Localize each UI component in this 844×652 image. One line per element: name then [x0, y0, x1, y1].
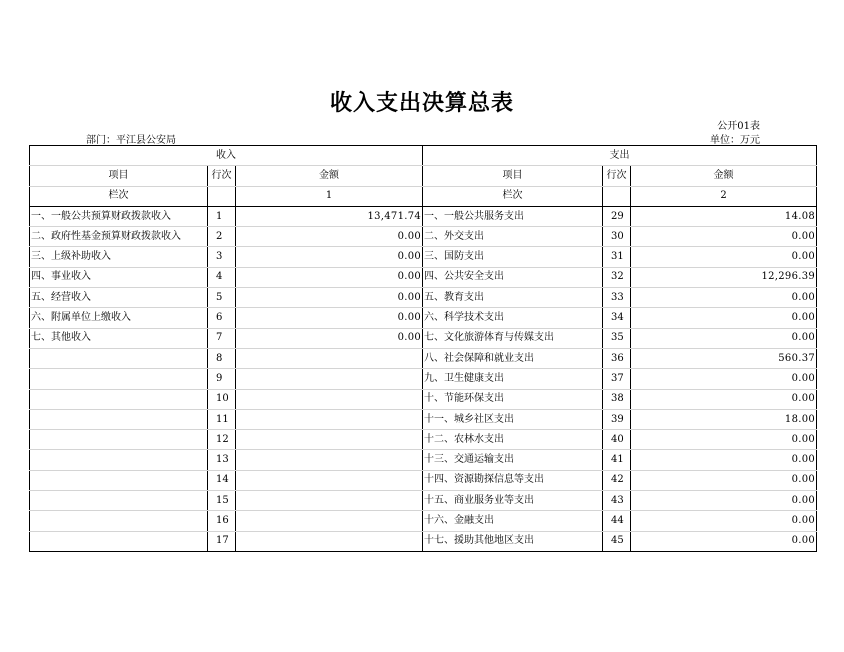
income-item-cell [30, 348, 208, 368]
income-item-cell [30, 531, 208, 551]
expense-item-cell: 十六、金融支出 [423, 511, 603, 531]
income-expense-table [29, 145, 817, 552]
income-item-cell [30, 369, 208, 389]
table-row [30, 531, 817, 551]
income-header: 收入 [30, 146, 423, 166]
income-amount-cell: 0.00 [236, 247, 423, 267]
expense-item-cell: 十七、援助其他地区支出 [423, 531, 603, 551]
expense-amount-cell: 0.00 [631, 450, 817, 470]
expense-amount-cell: 0.00 [631, 247, 817, 267]
expense-row-no-header: 行次 [603, 166, 631, 186]
expense-amount-cell: 12,296.39 [631, 267, 817, 287]
expense-amount-cell: 0.00 [631, 511, 817, 531]
income-item-cell: 三、上级补助收入 [30, 247, 208, 267]
expense-amount-cell: 0.00 [631, 369, 817, 389]
expense-row-no-cell: 44 [603, 511, 631, 531]
expense-amount-cell: 0.00 [631, 288, 817, 308]
table-row [30, 328, 817, 348]
expense-amount-cell: 14.08 [631, 206, 817, 226]
income-amount-cell [236, 470, 423, 490]
income-row-no-cell: 15 [208, 491, 236, 511]
income-row-no-cell: 11 [208, 409, 236, 429]
expense-amount-cell: 0.00 [631, 308, 817, 328]
expense-item-cell: 六、科学技术支出 [423, 308, 603, 328]
income-row-no-cell: 5 [208, 288, 236, 308]
page-title: 收入支出决算总表 [329, 91, 514, 116]
table-row [30, 267, 817, 287]
expense-amount-cell: 0.00 [631, 491, 817, 511]
table-row [30, 470, 817, 490]
income-item-cell [30, 389, 208, 409]
income-amount-cell [236, 409, 423, 429]
expense-row-no-cell: 30 [603, 227, 631, 247]
table-row [30, 369, 817, 389]
income-amount-header: 金额 [236, 166, 423, 186]
income-amount-cell: 13,471.74 [236, 206, 423, 226]
table-row [30, 409, 817, 429]
income-amount-cell [236, 430, 423, 450]
income-row-no-cell: 9 [208, 369, 236, 389]
expense-row-no-cell: 39 [603, 409, 631, 429]
expense-row-no-cell: 37 [603, 369, 631, 389]
table-row [30, 430, 817, 450]
table-row [30, 450, 817, 470]
expense-item-cell: 九、卫生健康支出 [423, 369, 603, 389]
expense-item-cell: 二、外交支出 [423, 227, 603, 247]
income-row-no-cell: 3 [208, 247, 236, 267]
income-item-cell [30, 470, 208, 490]
expense-column-number: 2 [631, 186, 817, 206]
income-item-cell [30, 430, 208, 450]
expense-column-label: 栏次 [423, 186, 603, 206]
income-item-cell: 六、附属单位上缴收入 [30, 308, 208, 328]
expense-row-no-cell: 45 [603, 531, 631, 551]
income-amount-cell: 0.00 [236, 227, 423, 247]
section-header-row [30, 146, 817, 166]
table-row [30, 206, 817, 226]
income-row-no-cell: 13 [208, 450, 236, 470]
income-amount-cell [236, 450, 423, 470]
expense-item-cell: 三、国防支出 [423, 247, 603, 267]
expense-row-no-cell: 34 [603, 308, 631, 328]
income-item-cell [30, 491, 208, 511]
income-row-no-cell: 8 [208, 348, 236, 368]
expense-item-cell: 四、公共安全支出 [423, 267, 603, 287]
expense-amount-cell: 0.00 [631, 389, 817, 409]
income-item-cell [30, 450, 208, 470]
expense-item-cell: 十五、商业服务业等支出 [423, 491, 603, 511]
income-item-cell [30, 511, 208, 531]
expense-amount-cell: 18.00 [631, 409, 817, 429]
income-item-cell: 四、事业收入 [30, 267, 208, 287]
table-row [30, 288, 817, 308]
unit-label: 单位：万元 [710, 135, 760, 146]
expense-header: 支出 [423, 146, 817, 166]
income-column-label: 栏次 [30, 186, 208, 206]
expense-item-cell: 十、节能环保支出 [423, 389, 603, 409]
expense-amount-cell: 0.00 [631, 328, 817, 348]
table-row [30, 227, 817, 247]
income-row-no-cell: 2 [208, 227, 236, 247]
expense-item-header: 项目 [423, 166, 603, 186]
expense-amount-cell: 0.00 [631, 470, 817, 490]
expense-item-cell: 五、教育支出 [423, 288, 603, 308]
expense-row-no-cell: 43 [603, 491, 631, 511]
expense-item-cell: 八、社会保障和就业支出 [423, 348, 603, 368]
income-amount-cell: 0.00 [236, 308, 423, 328]
income-item-header: 项目 [30, 166, 208, 186]
expense-row-no-cell: 33 [603, 288, 631, 308]
income-amount-cell: 0.00 [236, 328, 423, 348]
income-column-blank [208, 186, 236, 206]
expense-row-no-cell: 42 [603, 470, 631, 490]
income-amount-cell: 0.00 [236, 267, 423, 287]
expense-row-no-cell: 36 [603, 348, 631, 368]
income-amount-cell [236, 348, 423, 368]
income-amount-cell [236, 389, 423, 409]
expense-item-cell: 一、一般公共服务支出 [423, 206, 603, 226]
expense-item-cell: 十一、城乡社区支出 [423, 409, 603, 429]
column-header-row [30, 166, 817, 186]
expense-row-no-cell: 38 [603, 389, 631, 409]
table-row [30, 247, 817, 267]
table-row [30, 389, 817, 409]
income-column-number: 1 [236, 186, 423, 206]
income-row-no-cell: 17 [208, 531, 236, 551]
expense-amount-cell: 0.00 [631, 430, 817, 450]
expense-item-cell: 七、文化旅游体育与传媒支出 [423, 328, 603, 348]
expense-amount-cell: 0.00 [631, 531, 817, 551]
expense-row-no-cell: 35 [603, 328, 631, 348]
table-row [30, 348, 817, 368]
income-row-no-cell: 14 [208, 470, 236, 490]
income-amount-cell [236, 511, 423, 531]
table-row [30, 491, 817, 511]
table-row [30, 308, 817, 328]
income-item-cell: 七、其他收入 [30, 328, 208, 348]
income-amount-cell [236, 531, 423, 551]
expense-column-blank [603, 186, 631, 206]
income-row-no-cell: 16 [208, 511, 236, 531]
column-number-row [30, 186, 817, 206]
income-item-cell [30, 409, 208, 429]
expense-item-cell: 十二、农林水支出 [423, 430, 603, 450]
expense-item-cell: 十四、资源勘探信息等支出 [423, 470, 603, 490]
table-row [30, 511, 817, 531]
income-row-no-cell: 1 [208, 206, 236, 226]
income-row-no-cell: 12 [208, 430, 236, 450]
income-amount-cell: 0.00 [236, 288, 423, 308]
expense-row-no-cell: 29 [603, 206, 631, 226]
income-item-cell: 二、政府性基金预算财政拨款收入 [30, 227, 208, 247]
income-item-cell: 一、一般公共预算财政拨款收入 [30, 206, 208, 226]
income-row-no-header: 行次 [208, 166, 236, 186]
income-amount-cell [236, 491, 423, 511]
income-row-no-cell: 4 [208, 267, 236, 287]
expense-amount-cell: 560.37 [631, 348, 817, 368]
expense-row-no-cell: 41 [603, 450, 631, 470]
expense-row-no-cell: 31 [603, 247, 631, 267]
income-item-cell: 五、经营收入 [30, 288, 208, 308]
income-row-no-cell: 7 [208, 328, 236, 348]
department-label: 部门：平江县公安局 [86, 135, 176, 146]
income-row-no-cell: 6 [208, 308, 236, 328]
expense-row-no-cell: 32 [603, 267, 631, 287]
expense-item-cell: 十三、交通运输支出 [423, 450, 603, 470]
expense-amount-header: 金额 [631, 166, 817, 186]
income-row-no-cell: 10 [208, 389, 236, 409]
income-amount-cell [236, 369, 423, 389]
form-number: 公开01表 [717, 121, 760, 132]
expense-amount-cell: 0.00 [631, 227, 817, 247]
expense-row-no-cell: 40 [603, 430, 631, 450]
